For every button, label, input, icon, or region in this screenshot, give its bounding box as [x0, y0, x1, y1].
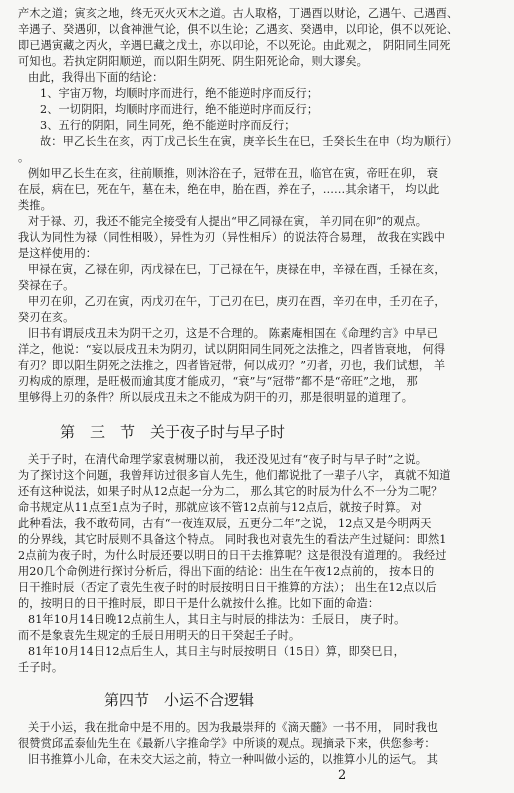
text-line: 故：甲乙长生在亥，丙丁戊己长生在寅，庚辛长生在巳，壬癸长生在申（均为顺行）	[40, 135, 458, 148]
text-line: 3、五行的阴阳，同生同死，绝不能逆时序而反行；	[40, 119, 296, 132]
text-line: 我认为同性为禄（同性相吸），异性为刃（异性相斥）的说法符合易理， 故我在实践中	[18, 231, 445, 244]
text-line: 洋之，他说：“妄以辰戌丑未为阴刃，试以阴阳同生同死之法推之，四者皆衰地， 何得	[18, 343, 446, 356]
text-line: 关于小运，我在批命中是不用的。因为我最崇拜的《滴天髓》一书不用， 同时我也	[28, 721, 439, 734]
text-line: 2、一切阴阳，均顺时序而进行，绝不能逆时序而反行；	[40, 103, 319, 116]
text-line: 81年10月14日晚12点前生人，其日主与时辰的排法为：壬辰日， 庚子时。	[28, 613, 406, 626]
text-line: 甲禄在寅，乙禄在卯，丙戊禄在巳，丁己禄在午，庚禄在申，辛禄在酉，壬禄在亥，	[28, 263, 446, 276]
text-line: 癸禄在子。	[18, 279, 75, 292]
text-line: 用20几个命例进行探讨分析后，得出下面的结论：出生在午夜12点前的， 按本日的	[18, 565, 435, 578]
text-line: 有刃？即以阳生阴死之法推之，四者皆冠带，何以成刃？”刃者，刃也，我们试想， 羊	[18, 359, 446, 372]
text-line: 关于子时，在清代命理学家袁树珊以前， 我还没见过有“夜子时与早子时”之说。	[28, 453, 428, 466]
text-line: 是这样使用的：	[18, 247, 98, 260]
text-line: 类推。	[18, 199, 52, 212]
text-line: 可知也。若执定阴阳顺逆，而以阳生阴死、阴生阳死论命，则大谬矣。	[18, 55, 368, 68]
text-line: 在辰，病在巳，死在午，墓在未，绝在申，胎在酉，养在子，……其余诸干， 均以此	[18, 183, 440, 196]
text-line: 刃构成的原理，是旺极而逾其度才能成刃，“衰”与“冠带”都不是“帝旺”之地， 那	[18, 375, 418, 388]
text-line: 2点前为夜子时，为什么时辰还要以明日的日干去推算呢？这是很没有道理的。 我经过	[18, 549, 447, 562]
text-line: 里够得上刃的条件？所以辰戌丑未之不能成为阴干的刃，那是很明显的道理了。	[18, 391, 414, 404]
text-line: 为了探讨这个问题，我曾拜访过很多盲人先生，他们都说批了一辈子八字， 真就不知道	[18, 469, 451, 482]
text-line: 即已遇寅藏之丙火，辛遇巳藏之戊土，亦以印论，不以死论。由此观之， 阴阳同生同死	[18, 39, 451, 52]
text-line: 例如甲乙长生在亥，往前顺推，则沐浴在子，冠带在丑，临官在寅，帝旺在卯， 衰	[28, 167, 439, 180]
text-line: 81年10月14日12点后生人，其日主与时辰按明日（15日）算，即癸巳日，	[28, 645, 405, 658]
text-line: 产木之道；寅亥之地，终无灭火灭木之道。古人取格，丁遇酉以财论，乙遇午、己遇酉、	[18, 7, 459, 20]
text-line: 甲刃在卯，乙刃在寅，丙戊刃在午，丁己刃在巳，庚刃在酉，辛刃在申，壬刃在子，	[28, 295, 446, 308]
text-line: 由此，我得出下面的结论：	[28, 71, 164, 84]
text-line: 辛遇子、癸遇卯，以食神泄气论，俱不以生论；乙遇亥、癸遇申，以印论，俱不以死论、	[18, 23, 459, 36]
text-line: 壬子时。	[18, 661, 64, 674]
text-line: 此种看法，我不敢苟同，古有“一夜连双辰，五更分二年”之说， 12点又是今明两天	[18, 517, 432, 530]
text-line: 日干推时辰（否定了袁先生夜子时的时辰按明日日干推算的方法）； 出生在12点以后	[18, 581, 437, 594]
text-line: 还有这种说法，如果子时从12点起一分为二， 那么其它的时辰为什么不一分为二呢？	[18, 485, 443, 498]
text-line: 而不是象袁先生规定的壬辰日用明天的日干癸起壬子时。	[18, 629, 301, 642]
text-line: 1、宇宙万物，均顺时序而进行，绝不能逆时序而反行；	[40, 87, 319, 100]
text-line: 对于禄、刃，我还不能完全接受有人提出“甲乙同禄在寅， 羊刃同在卯”的观点。	[28, 215, 428, 228]
text-line: 。	[18, 151, 30, 164]
section-heading: 第四节 小运不合逻辑	[104, 691, 255, 709]
text-line: 的分界线，其它时辰则不具备这个特点。 同时我也对袁先生的看法产生过疑问：即然1	[18, 533, 447, 546]
text-line: 癸刃在亥。	[18, 311, 75, 324]
text-line: 旧书有谓辰戌丑未为阴干之刃，这是不合理的。 陈素庵相国在《命理约言》中早已	[28, 327, 439, 340]
text-line: 很赞赏邱孟泰仙先生在《最新八字推命学》中所谈的观点。现摘录下来，供您参考：	[18, 737, 436, 750]
text-line: 命书规定从11点至1点为子时，那就应该不管12点前与12点后，就按子时算。 对	[18, 501, 423, 514]
section-heading: 第 三 节 关于夜子时与早子时	[60, 423, 286, 441]
page-number: 2	[338, 768, 347, 783]
text-line: 的，按明日的日干推时辰，即日干是什么就按什么推。比如下面的命造：	[18, 597, 380, 610]
text-line: 旧书推算小儿命，在未交大运之前，特立一种叫做小运的，以推算小儿的运气。 其	[28, 753, 439, 766]
